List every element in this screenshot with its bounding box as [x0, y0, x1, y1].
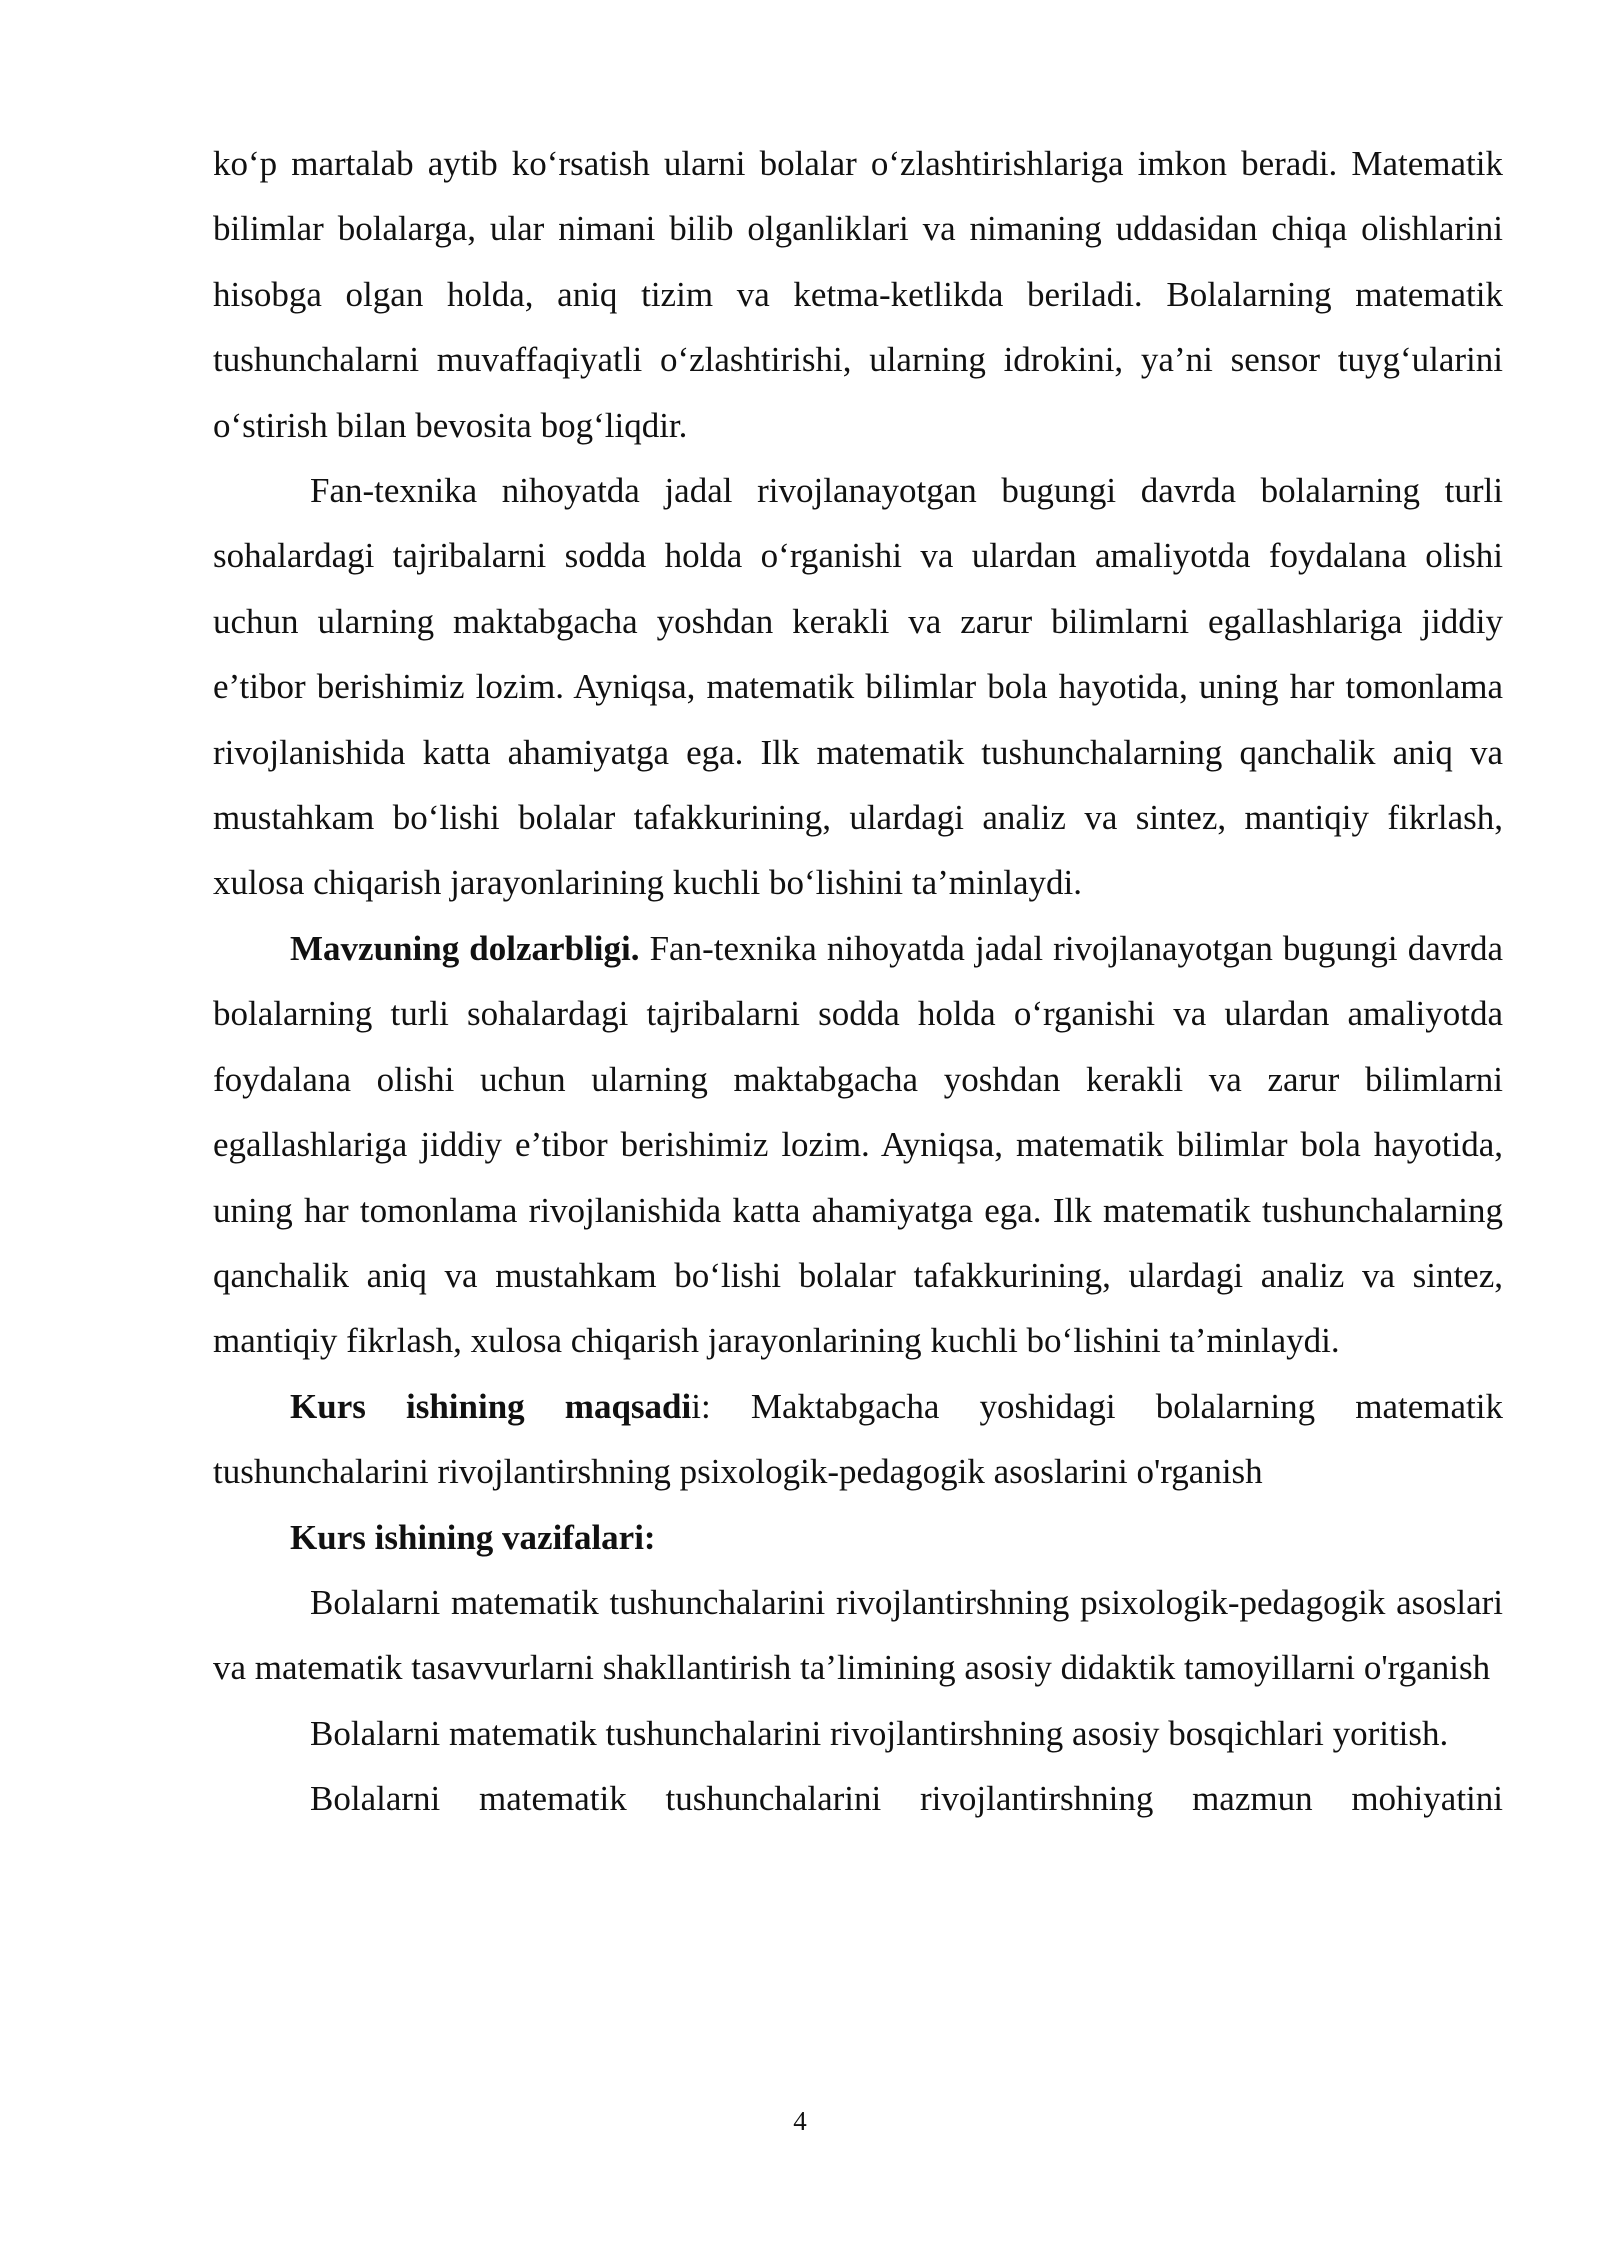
heading-course-goal: Kurs ishining maqsadi	[290, 1386, 692, 1426]
task-item-2: Bolalarni matematik tushunchalarini rivojlantirshning asosiy bosqichlari yoritish.	[310, 1713, 1449, 1753]
task-item-3: Bolalarni matematik tushunchalarini rivojlantirshning mazmun mohiyatini	[310, 1779, 1503, 1819]
page-body	[213, 131, 1503, 1832]
heading-course-tasks: Kurs ishining vazifalari:	[290, 1517, 656, 1557]
paragraph-course-goal	[213, 1374, 1503, 1505]
paragraph-topic-relevance	[213, 916, 1503, 1374]
heading-topic-relevance: Mavzuning dolzarbligi.	[290, 928, 640, 968]
paragraph-science-tech: Fan-texnika nihoyatda jadal rivojlanayotgan bugungi davrda bolalarning turli sohalardagi tajribalarni sodda holda o‘rganishi va ulardan amaliyotda foydalana olishi uchun ularning maktabgacha yoshdan kerakli va zarur bilimlarni egallashlariga jiddiy e’tibor berishimiz lozim. Ayniqsa, matematik bilimlar bola hayotida, uning har tomonlama rivojlanishida katta ahamiyatga ega. Ilk matematik tushunchalarning qanchalik aniq va mustahkam bo‘lishi bolalar tafakkurining, ulardagi analiz va sintez, mantiqiy fikrlash, xulosa chiqarish jarayonlarining kuchli bo‘lishini ta’minlaydi.	[213, 471, 1503, 903]
topic-relevance-text: Fan-texnika nihoyatda jadal rivojlanayotgan bugungi davrda bolalarning turli sohalardagi tajribalarni sodda holda o‘rganishi va ulardan amaliyotda foydalana olishi uchun ularning maktabgacha yoshdan kerakli va zarur bilimlarni egallashlariga jiddiy e’tibor berishimiz lozim. Ayniqsa, matematik bilimlar bola hayotida, uning har tomonlama rivojlanishida katta ahamiyatga ega. Ilk matematik tushunchalarning qanchalik aniq va mustahkam bo‘lishi bolalar tafakkurining, ulardagi analiz va sintez, mantiqiy fikrlash, xulosa chiqarish jarayonlarining kuchli bo‘lishini ta’minlaydi.	[213, 928, 1504, 1361]
paragraph-intro-continuation: ko‘p martalab aytib ko‘rsatish ularni bolalar o‘zlashtirishlariga imkon beradi. Matematik bilimlar bolalarga, ular nimani bilib olganliklari va nimaning uddasidan chiqa olishlarini hisobga olgan holda, aniq tizim va ketma-ketlikda beriladi. Bolalarning matematik tushunchalarni muvaffaqiyatli o‘zlashtirishi, ularning idrokini, ya’ni sensor tuyg‘ularini o‘stirish bilan bevosita bog‘liqdir.	[213, 144, 1503, 445]
course-goal-text: i: Maktabgacha yoshidagi bolalarning matematik tushunchalarini rivojlantirshning psixologik-pedagogik asoslarini o'rganish	[213, 1386, 1503, 1492]
page-number: 4	[793, 2106, 807, 2136]
task-item-1: Bolalarni matematik tushunchalarini rivojlantirshning psixologik-pedagogik asoslari va matematik tasavvurlarni shakllantirish ta’limining asosiy didaktik tamoyillarni o'rganish	[213, 1582, 1503, 1688]
